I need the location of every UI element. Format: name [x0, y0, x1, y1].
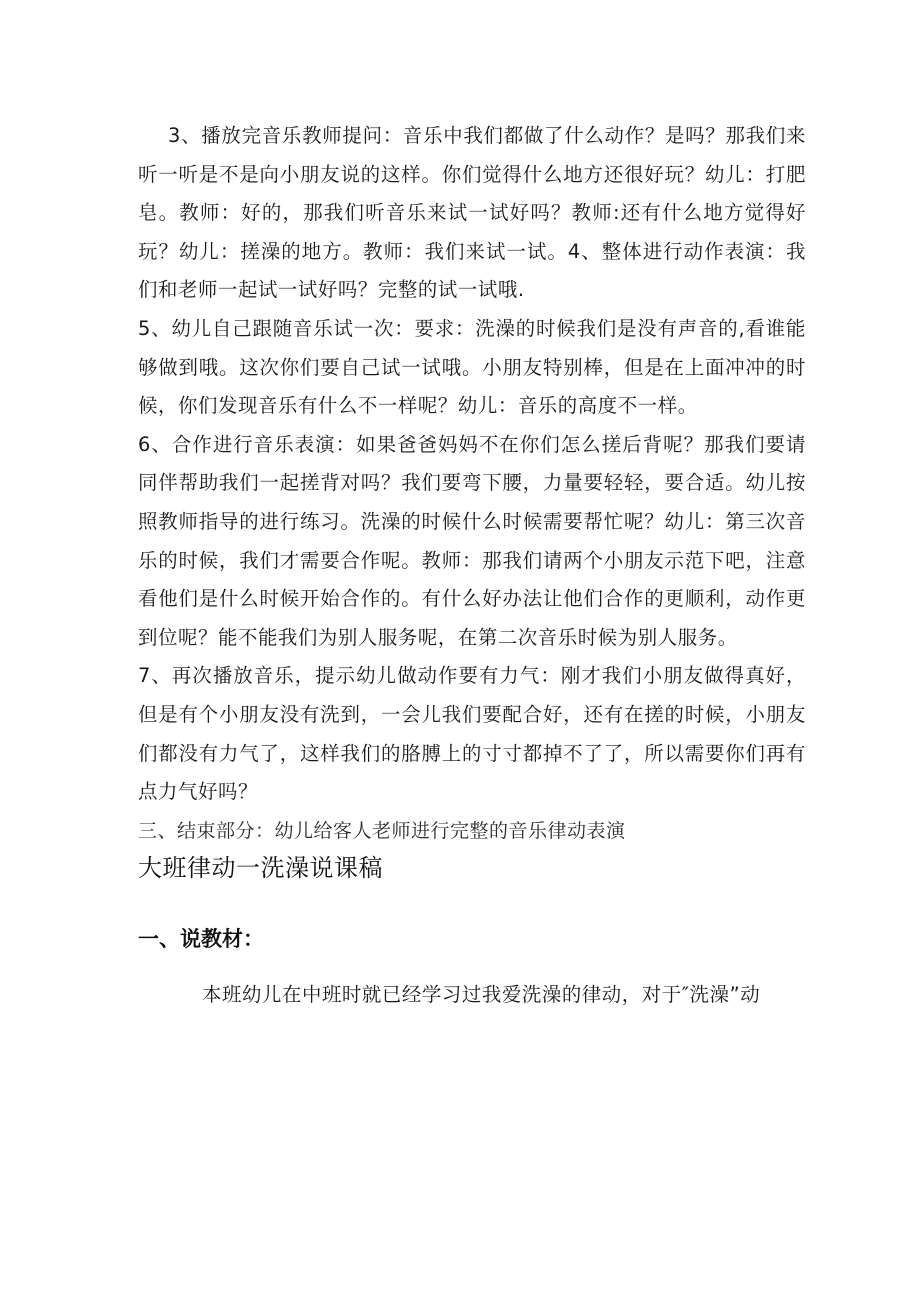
document-title: 大班律动一洗澡说课稿	[138, 853, 383, 882]
document-body	[138, 117, 806, 1014]
paragraph-step-5: 5、幼儿自己跟随音乐试一次：要求：洗澡的时候我们是没有声音的,看谁能够做到哦。这次你们要自己试一试哦。小朋友特别棒，但是在上面冲冲的时候，你们发现音乐有什么不一样呢？幼儿：音乐的高度不一样。	[138, 316, 806, 418]
paragraph-step-7: 7、再次播放音乐，提示幼儿做动作要有力气：刚才我们小朋友做得真好，但是有个小朋友没有洗到，一会儿我们要配合好，还有在搓的时候，小朋友们都没有力气了，这样我们的胳膊上的寸寸都掉不了了，所以需要你们再有点力气好吗？	[138, 664, 806, 804]
section-heading-materials: 一、说教材：	[138, 926, 264, 951]
intro-paragraph: 本班幼儿在中班时就已经学习过我爱洗澡的律动，对于″洗澡”动	[202, 982, 761, 1006]
closing-section: 三、结束部分：幼儿给客人老师进行完整的音乐律动表演	[138, 819, 626, 842]
paragraph-step-6: 6、合作进行音乐表演：如果爸爸妈妈不在你们怎么搓后背呢？那我们要请同伴帮助我们一起搓背对吗？我们要弯下腰，力量要轻轻，要合适。幼儿按照教师指导的进行练习。洗澡的时候什么时候需要帮忙呢？幼儿：第三次音乐的时候，我们才需要合作呢。教师：那我们请两个小朋友示范下吧，注意看他们是什么时候开始合作的。有什么好办法让他们合作的更顺利，动作更到位呢？能不能我们为别人服务呢，在第二次音乐时候为别人服务。	[138, 432, 806, 649]
paragraph-step-3-4: 3、播放完音乐教师提问：音乐中我们都做了什么动作？是吗？那我们来听一听是不是向小朋友说的这样。你们觉得什么地方还很好玩？幼儿：打肥皂。教师：好的，那我们听音乐来试一试好吗？教师:还有什么地方觉得好玩？幼儿：搓澡的地方。教师：我们来试一试。4、整体进行动作表演：我们和老师一起试一试好吗？完整的试一试哦.	[138, 124, 806, 302]
